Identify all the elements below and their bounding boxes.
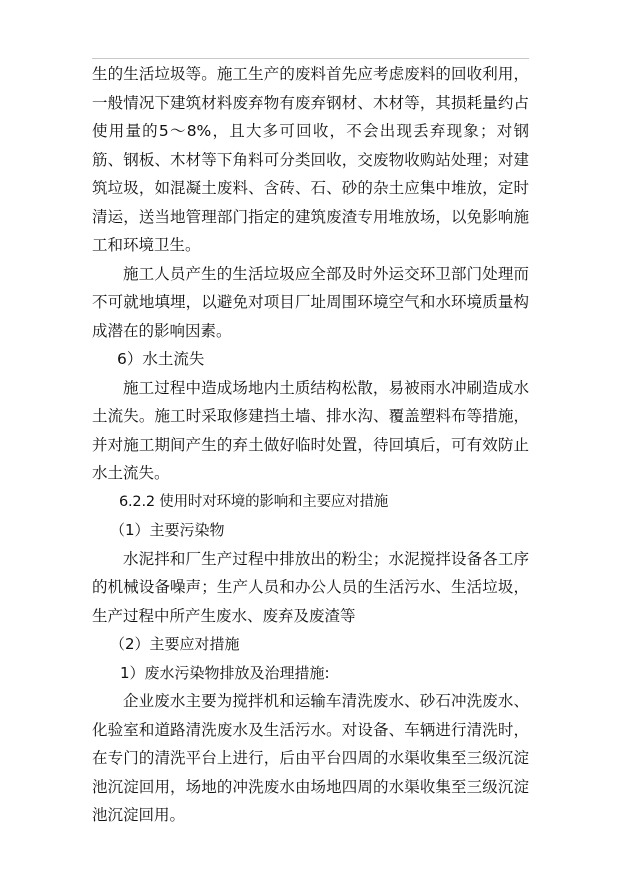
- paragraph-soil-erosion: 施工过程中造成场地内土质结构松散，易被雨水冲刷造成水土流失。施工时采取修建挡土墙、排水沟、覆盖塑料布等措施，并对施工期间产生的弃土做好临时处置，待回填后，可有效防止水土流失。: [92, 378, 529, 482]
- paragraph-waste-recycling: 生的生活垃圾等。施工生产的废料首先应考虑废料的回收利用，一般情况下建筑材料废弃物有废弃钢材、木材等，其损耗量约占使用量的5～8%，且大多可回收，不会出现丢弃现象；对钢筋、钢板、木材等下角料可分类回收，交废物收购站处理；对建筑垃圾，如混凝土废料、含砖、石、砂的杂土应集中堆放，定时清运，送当地管理部门指定的建筑废渣专用堆放场，以免影响施工和环境卫生。: [92, 65, 529, 254]
- heading-section-6-2-2: 6.2.2 使用时对环境的影响和主要应对措施: [119, 493, 389, 510]
- heading-main-pollutants: （1）主要污染物: [110, 521, 225, 539]
- heading-wastewater-measures: 1）废水污染物排放及治理措施:: [120, 663, 330, 682]
- header-rule: [92, 58, 529, 59]
- document-body: [92, 60, 529, 830]
- heading-main-measures: （2）主要应对措施: [110, 635, 240, 653]
- paragraph-domestic-garbage: 施工人员产生的生活垃圾应全部及时外运交环卫部门处理而不可就地填埋，以避免对项目厂址周围环境空气和水环境质量构成潜在的影响因素。: [92, 264, 529, 340]
- paragraph-wastewater-measures: 企业废水主要为搅拌机和运输车清洗废水、砂石冲洗废水、化验室和道路清洗废水及生活污水。对设备、车辆进行清洗时，在专门的清洗平台上进行，后由平台四周的水渠收集至三级沉淀池沉淀回用，场地的冲洗废水由场地四周的水渠收集至三级沉淀池沉淀回用。: [92, 692, 529, 824]
- paragraph-main-pollutants: 水泥拌和厂生产过程中排放出的粉尘；水泥搅拌设备各工序的机械设备噪声；生产人员和办公人员的生活污水、生活垃圾，生产过程中所产生废水、废弃及废渣等: [92, 549, 529, 625]
- heading-soil-erosion: 6）水土流失: [117, 350, 205, 368]
